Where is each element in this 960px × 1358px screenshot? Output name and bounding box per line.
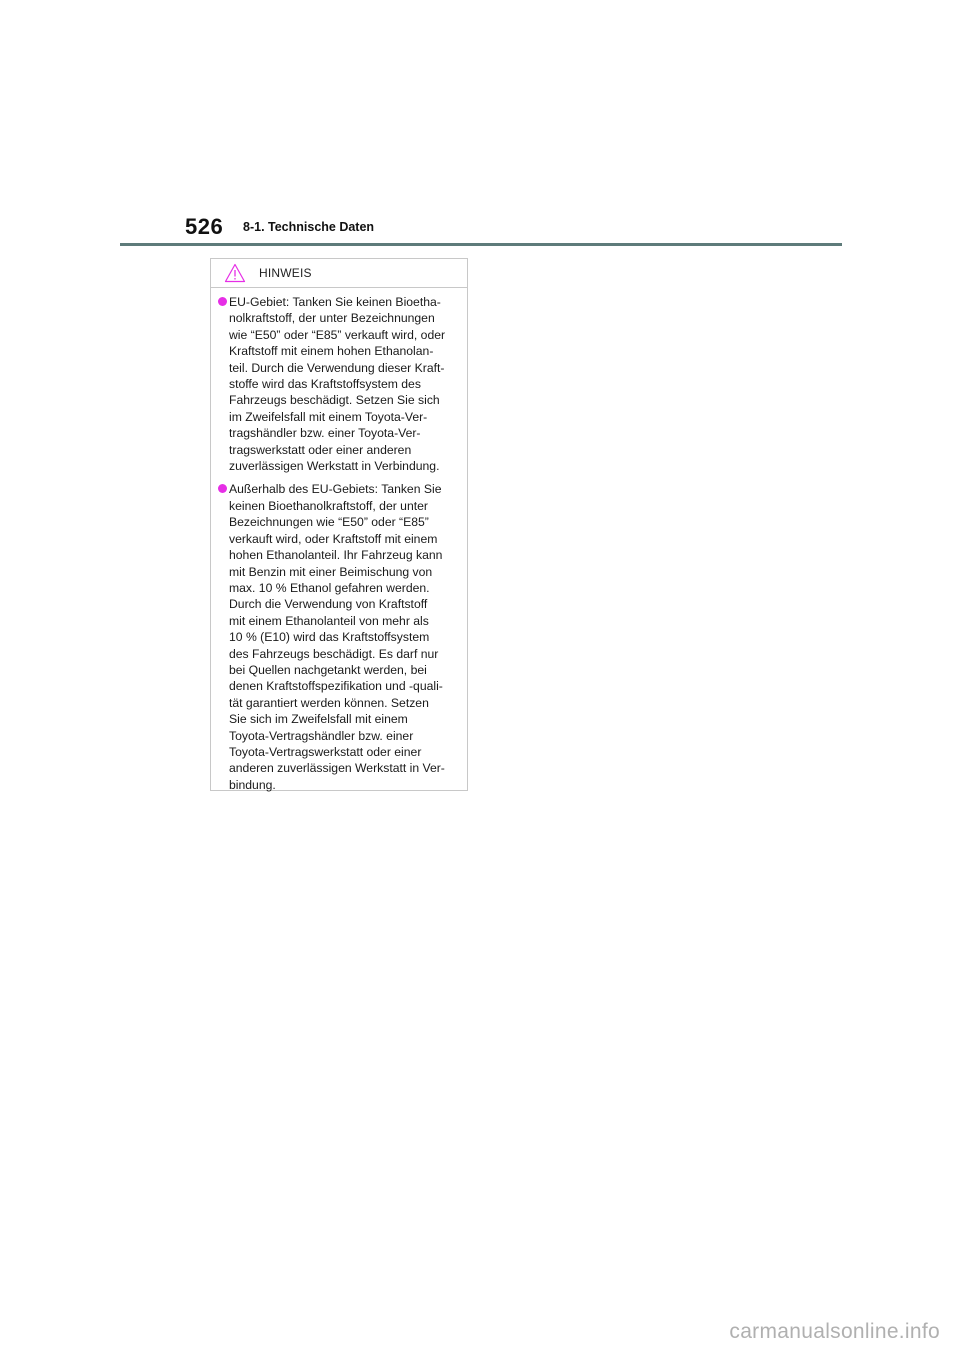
page-number: 526: [185, 214, 224, 239]
text-line: max. 10 % Ethanol gefahren werden.: [229, 580, 430, 595]
text-line: tragshändler bzw. einer Toyota-Ver-: [229, 426, 421, 441]
text-line: tragswerkstatt oder einer anderen: [229, 442, 412, 457]
notice-box: [210, 258, 468, 791]
text-line: nolkraftstoff, der unter Bezeichnungen: [229, 311, 435, 326]
header-divider: [120, 243, 842, 246]
text-line: Fahrzeugs beschädigt. Setzen Sie sich: [229, 393, 440, 408]
notice-title: HINWEIS: [259, 266, 312, 280]
notice-item-text: [229, 481, 459, 793]
notice-body: [211, 288, 467, 793]
watermark: carmanualsonline.info: [729, 1320, 940, 1343]
text-line: hohen Ethanolanteil. Ihr Fahrzeug kann: [229, 548, 443, 563]
text-line: Toyota-Vertragshändler bzw. einer: [229, 728, 414, 743]
text-line: Bezeichnungen wie “E50” oder “E85”: [229, 515, 429, 530]
text-line: Kraftstoff mit einem hohen Ethanolan-: [229, 344, 434, 359]
text-line: bei Quellen nachgetankt werden, bei: [229, 662, 427, 677]
text-line: Toyota-Vertragswerkstatt oder einer: [229, 744, 422, 759]
text-line: stoffe wird das Kraftstoffsystem des: [229, 377, 421, 392]
section-title: 8-1. Technische Daten: [243, 220, 375, 234]
text-line: des Fahrzeugs beschädigt. Es darf nur: [229, 646, 439, 661]
text-line: Sie sich im Zweifelsfall mit einem: [229, 712, 408, 727]
text-line: denen Kraftstoffspezifikation und -quali-: [229, 679, 443, 694]
text-line: teil. Durch die Verwendung dieser Kraft-: [229, 360, 445, 375]
text-line: keinen Bioethanolkraftstoff, der unter: [229, 498, 428, 513]
notice-header: [211, 259, 467, 288]
text-line: mit Benzin mit einer Beimischung von: [229, 564, 433, 579]
text-line: Außerhalb des EU-Gebiets: Tanken Sie: [229, 482, 442, 497]
text-line: verkauft wird, oder Kraftstoff mit einem: [229, 531, 438, 546]
text-line: im Zweifelsfall mit einem Toyota-Ver-: [229, 409, 428, 424]
text-line: tät garantiert werden können. Setzen: [229, 695, 429, 710]
notice-item-eu: [218, 294, 459, 474]
text-line: bindung.: [229, 777, 276, 792]
text-line: Durch die Verwendung von Kraftstoff: [229, 597, 428, 612]
bullet-dot-icon: [218, 484, 227, 493]
text-line: EU-Gebiet: Tanken Sie keinen Bioetha-: [229, 295, 441, 309]
bullet-dot-icon: [218, 297, 227, 306]
text-line: 10 % (E10) wird das Kraftstoffsystem: [229, 630, 430, 645]
notice-item-text: [229, 294, 459, 474]
notice-item-outside-eu: [218, 481, 459, 793]
text-line: wie “E50” oder “E85” verkauft wird, oder: [229, 327, 446, 342]
warning-triangle-icon: [224, 263, 246, 283]
text-line: mit einem Ethanolanteil von mehr als: [229, 613, 429, 628]
text-line: zuverlässigen Werkstatt in Verbindung.: [229, 459, 440, 474]
text-line: anderen zuverlässigen Werkstatt in Ver-: [229, 761, 445, 776]
